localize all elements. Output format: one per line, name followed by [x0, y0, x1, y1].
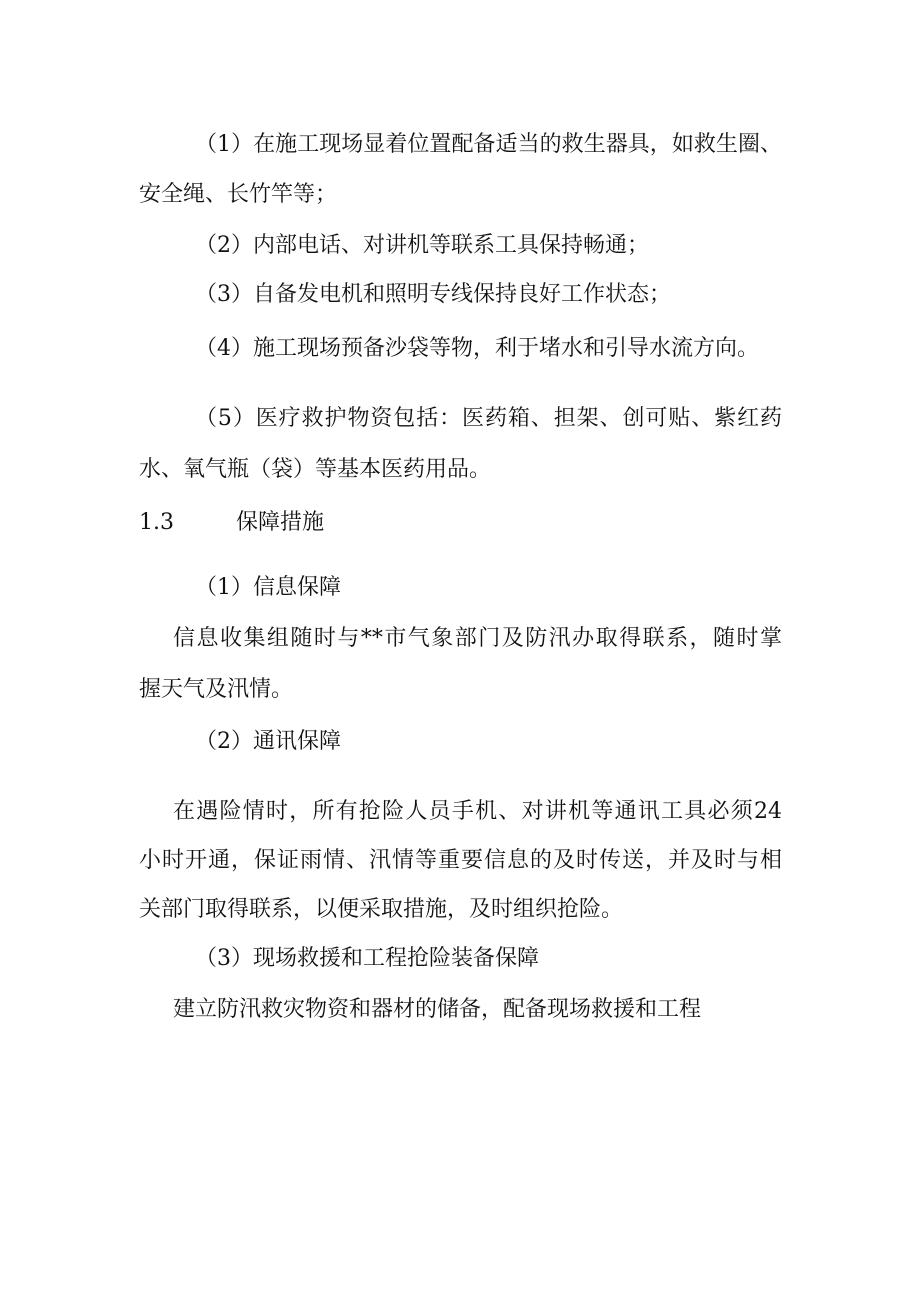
paragraph-comm-line-3: 关部门取得联系，以便采取措施，及时组织抢险。: [139, 897, 624, 922]
paragraph-item-1-line-1: （1）在施工现场显着位置配备适当的救生器具，如救生圈、: [195, 132, 782, 157]
paragraph-info-line-1: 信息收集组随时与**市气象部门及防汛办取得联系，随时掌: [173, 626, 782, 651]
subheading-comm-guarantee: （2）通讯保障: [195, 729, 341, 754]
section-number: 1.3: [139, 510, 174, 535]
paragraph-item-5-line-1: （5）医疗救护物资包括：医药箱、担架、创可贴、紫红药: [195, 406, 782, 431]
paragraph-rescue-line-1: 建立防汛救灾物资和器材的储备，配备现场救援和工程: [173, 997, 702, 1022]
subheading-rescue-equipment: （3）现场救援和工程抢险装备保障: [195, 946, 539, 971]
paragraph-item-3: （3）自备发电机和照明专线保持良好工作状态；: [195, 282, 671, 307]
paragraph-item-5-line-2: 水、氧气瓶（袋）等基本医药用品。: [139, 457, 492, 482]
paragraph-comm-line-2: 小时开通，保证雨情、汛情等重要信息的及时传送，并及时与相: [139, 848, 782, 873]
section-title: 保障措施: [236, 510, 325, 535]
paragraph-item-1-line-2: 安全绳、长竹竿等；: [139, 182, 338, 207]
paragraph-info-line-2: 握天气及汛情。: [139, 677, 294, 702]
subheading-info-guarantee: （1）信息保障: [195, 575, 341, 600]
section-heading: [0, 508, 920, 538]
paragraph-comm-line-1: 在遇险情时，所有抢险人员手机、对讲机等通讯工具必须24: [173, 799, 782, 824]
paragraph-item-4: （4）施工现场预备沙袋等物，利于堵水和引导水流方向。: [195, 336, 759, 361]
paragraph-item-2: （2）内部电话、对讲机等联系工具保持畅通；: [195, 233, 649, 258]
